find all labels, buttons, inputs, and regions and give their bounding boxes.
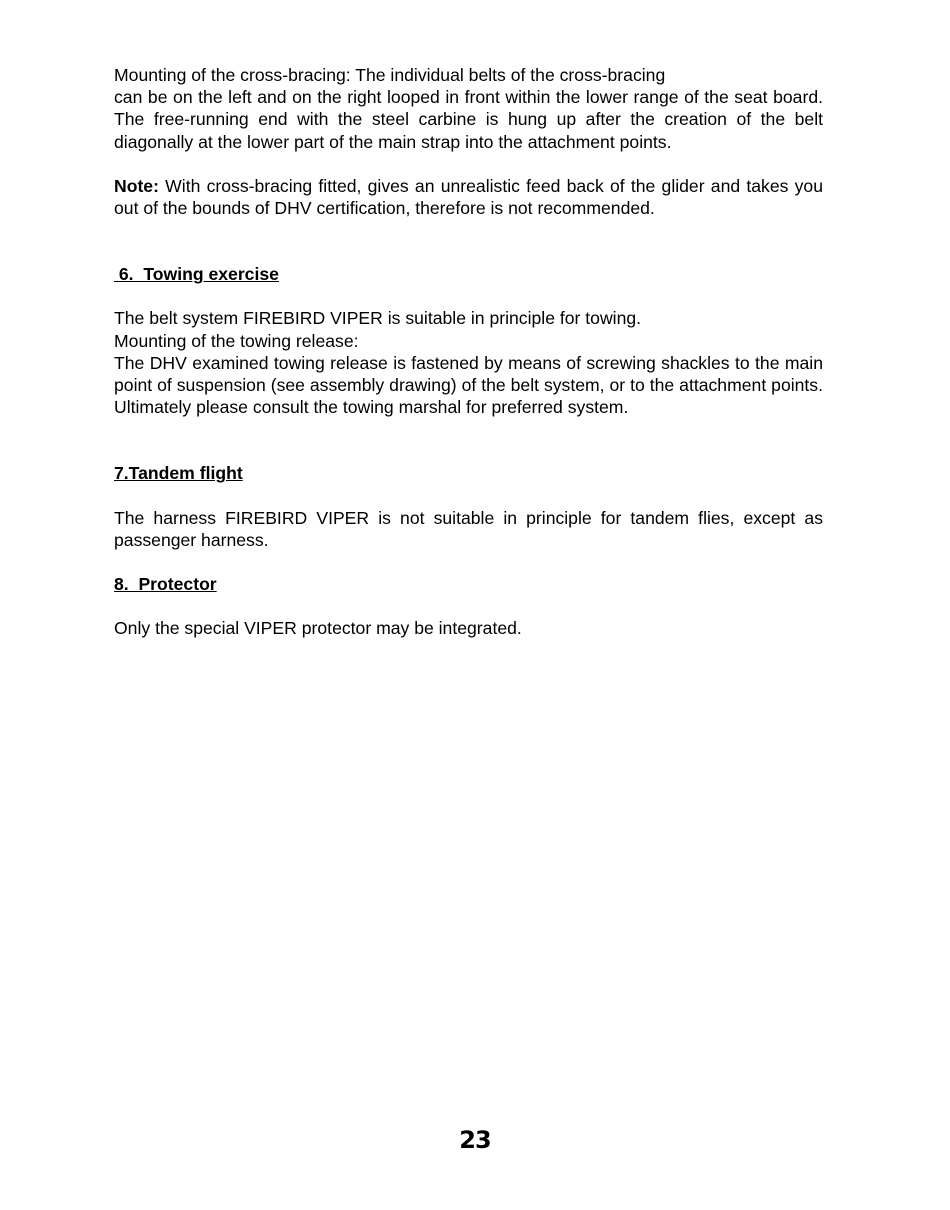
heading-towing-text: 6. Towing exercise	[114, 264, 279, 285]
towing-release-line: Mounting of the towing release:	[114, 330, 359, 351]
towing-paragraph	[114, 307, 823, 418]
heading-protector-text: 8. Protector	[114, 574, 217, 595]
note-label: Note:	[114, 175, 159, 196]
towing-body-text: The DHV examined towing release is fastened by means of screwing shackles to the main point of suspension (see assembly drawing) of the belt system, or to the attachment points. Ultimately please consult the towing marshal for preferred system.	[114, 352, 823, 418]
towing-suitability-line: The belt system FIREBIRD VIPER is suitable in principle for towing.	[114, 308, 642, 329]
cross-bracing-paragraph	[114, 64, 823, 153]
heading-tandem-text: 7.Tandem flight	[114, 463, 243, 484]
cross-bracing-mounting-text: can be on the left and on the right looped in front within the lower range of the seat board. The free-running end with the steel carbine is hung up after the creation of the belt diagonally at the lower part of the main strap into the attachment points.	[114, 87, 823, 152]
heading-protector	[114, 573, 823, 595]
cross-bracing-mounting-line: Mounting of the cross-bracing: The individual belts of the cross-bracing	[114, 65, 666, 85]
heading-tandem-flight	[114, 462, 823, 484]
page-number: 23	[459, 1126, 491, 1154]
cross-bracing-note	[114, 175, 823, 219]
document-page	[114, 64, 823, 639]
tandem-paragraph: The harness FIREBIRD VIPER is not suitable in principle for tandem flies, except as passenger harness.	[114, 507, 823, 550]
heading-towing-exercise	[114, 263, 823, 285]
protector-paragraph: Only the special VIPER protector may be integrated.	[114, 618, 522, 639]
note-text: With cross-bracing fitted, gives an unrealistic feed back of the glider and takes you out of the bounds of DHV certification, therefore is not recommended.	[114, 175, 823, 219]
